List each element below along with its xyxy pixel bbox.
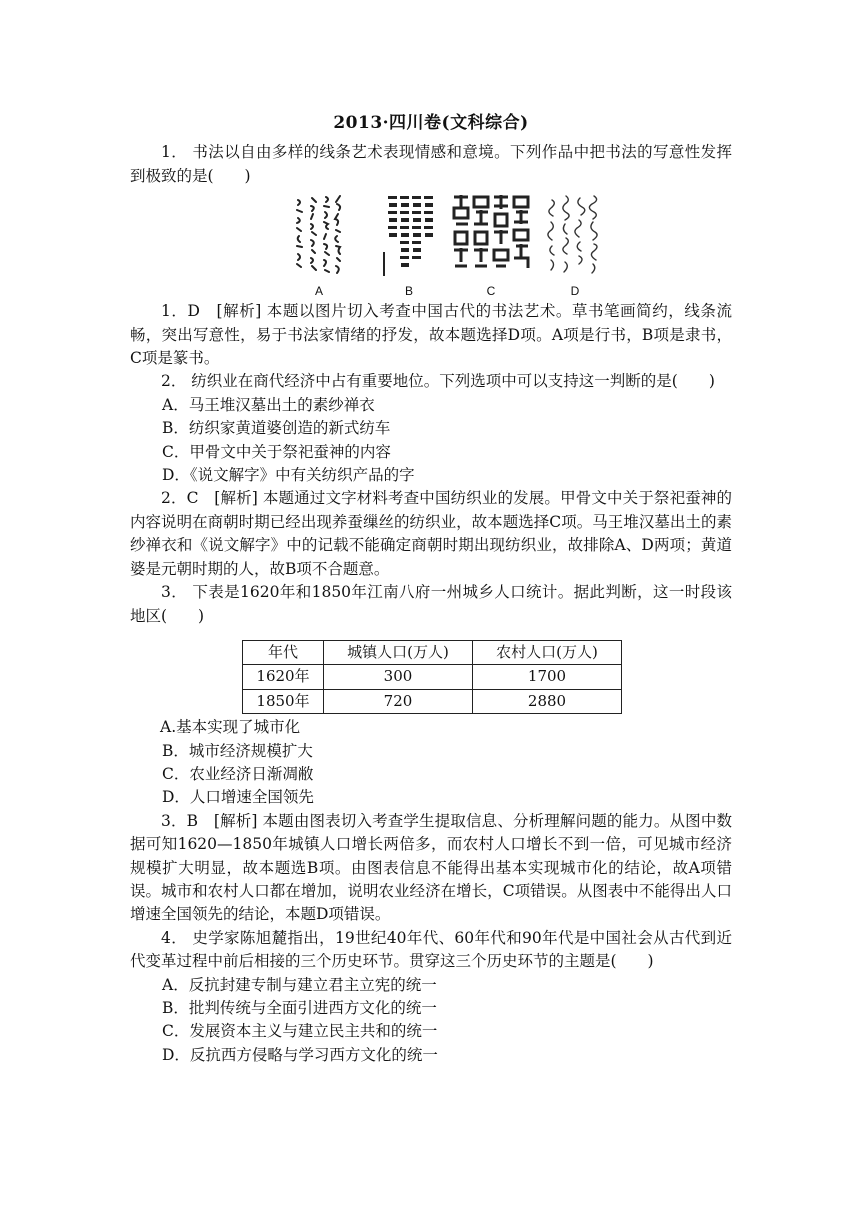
calligraphy-c-label: C (486, 284, 496, 299)
q4-stem: 4． 史学家陈旭麓指出，19世纪40年代、60年代和90年代是中国社会从古代到近代变革过程中前后相接的三个历史环节。贯穿这三个历史环节的主题是( ) (130, 928, 732, 971)
table-header-row (243, 640, 622, 664)
q3-option-c: C．农业经济日渐凋敝 (162, 764, 314, 783)
calligraphy-a-label: A (314, 284, 323, 299)
table-header-cell: 年代 (243, 640, 324, 664)
table-header-cell: 城镇人口(万人) (324, 640, 473, 664)
table-header-cell: 农村人口(万人) (473, 640, 622, 664)
q2-option-a: A．马王堆汉墓出土的素纱禅衣 (162, 395, 375, 414)
calligraphy-a-image (290, 192, 348, 278)
table-row (243, 689, 622, 713)
q3-stem: 3． 下表是1620年和1850年江南八府一州城乡人口统计。据此判断，这一时段该地区( ) (130, 583, 732, 625)
q4-option-b: B．批判传统与全面引进西方文化的统一 (162, 999, 437, 1017)
q3-option-b: B．城市经济规模扩大 (162, 741, 313, 760)
calligraphy-d-image (544, 192, 604, 278)
calligraphy-c-image (448, 192, 534, 278)
calligraphy-figure (130, 192, 732, 298)
q3-answer: 3．B [解析] 本题由图表切入考查学生提取信息、分析理解问题的能力。从图中数据可知1620—1850年城镇人口增长两倍多，而农村人口增长不到一倍，可见城市经济规模扩大明显，故本题选B项。由图表信息不能得出基本实现城市化的结论，故A项错误。城市和农村人口都在增加，说明农业经济在增长，C项错误。从图表中不能得出人口增速全国领先的结论，本题D项错误。 (130, 811, 732, 924)
population-table (242, 640, 622, 714)
calligraphy-d-label: D (570, 284, 580, 299)
calligraphy-b-label: B (404, 284, 413, 299)
q2-option-c: C．甲骨文中关于祭祀蚕神的内容 (162, 442, 391, 461)
table-cell: 300 (324, 665, 473, 689)
q2-option-d: D．《说文解字》中有关纺织产品的字 (162, 466, 415, 485)
q2-answer: 2．C [解析] 本题通过文字材料考查中国纺织业的发展。甲骨文中关于祭祀蚕神的内容说明在商朝时期已经出现养蚕缫丝的纺织业，故本题选择C项。马王堆汉墓出土的素纱禅衣和《说文解字》中的记载不能确定商朝时期出现纺织业，故排除A、D两项；黄道婆是元朝时期的人，故B项不合题意。 (130, 489, 732, 578)
table-row (243, 665, 622, 689)
q4-option-a: A．反抗封建专制与建立君主立宪的统一 (162, 975, 437, 994)
document-title: 2013·四川卷(文科综合) (333, 113, 529, 133)
q3-option-d: D．人口增速全国领先 (162, 788, 314, 807)
q2-option-b: B．纺织家黄道婆创造的新式纺车 (162, 419, 391, 438)
calligraphy-b-image (380, 192, 438, 278)
q4-option-d: D．反抗西方侵略与学习西方文化的统一 (162, 1045, 438, 1064)
table-cell: 1620年 (243, 665, 324, 689)
table-cell: 2880 (473, 689, 622, 713)
q2-stem: 2． 纺织业在商代经济中占有重要地位。下列选项中可以支持这一判断的是( ) (161, 372, 715, 391)
q3-option-a: A.基本实现了城市化 (160, 718, 301, 737)
q4-option-c: C．发展资本主义与建立民主共和的统一 (162, 1022, 438, 1041)
table-cell: 1700 (473, 665, 622, 689)
table-cell: 1850年 (243, 689, 324, 713)
q1-stem: 1． 书法以自由多样的线条艺术表现情感和意境。下列作品中把书法的写意性发挥到极致的是( ) (130, 143, 732, 185)
table-cell: 720 (324, 689, 473, 713)
document-page (130, 112, 732, 1067)
q1-answer: 1．D [解析] 本题以图片切入考查中国古代的书法艺术。草书笔画简约，线条流畅，突出写意性，易于书法家情绪的抒发，故本题选择D项。A项是行书，B项是隶书，C项是篆书。 (130, 302, 732, 368)
